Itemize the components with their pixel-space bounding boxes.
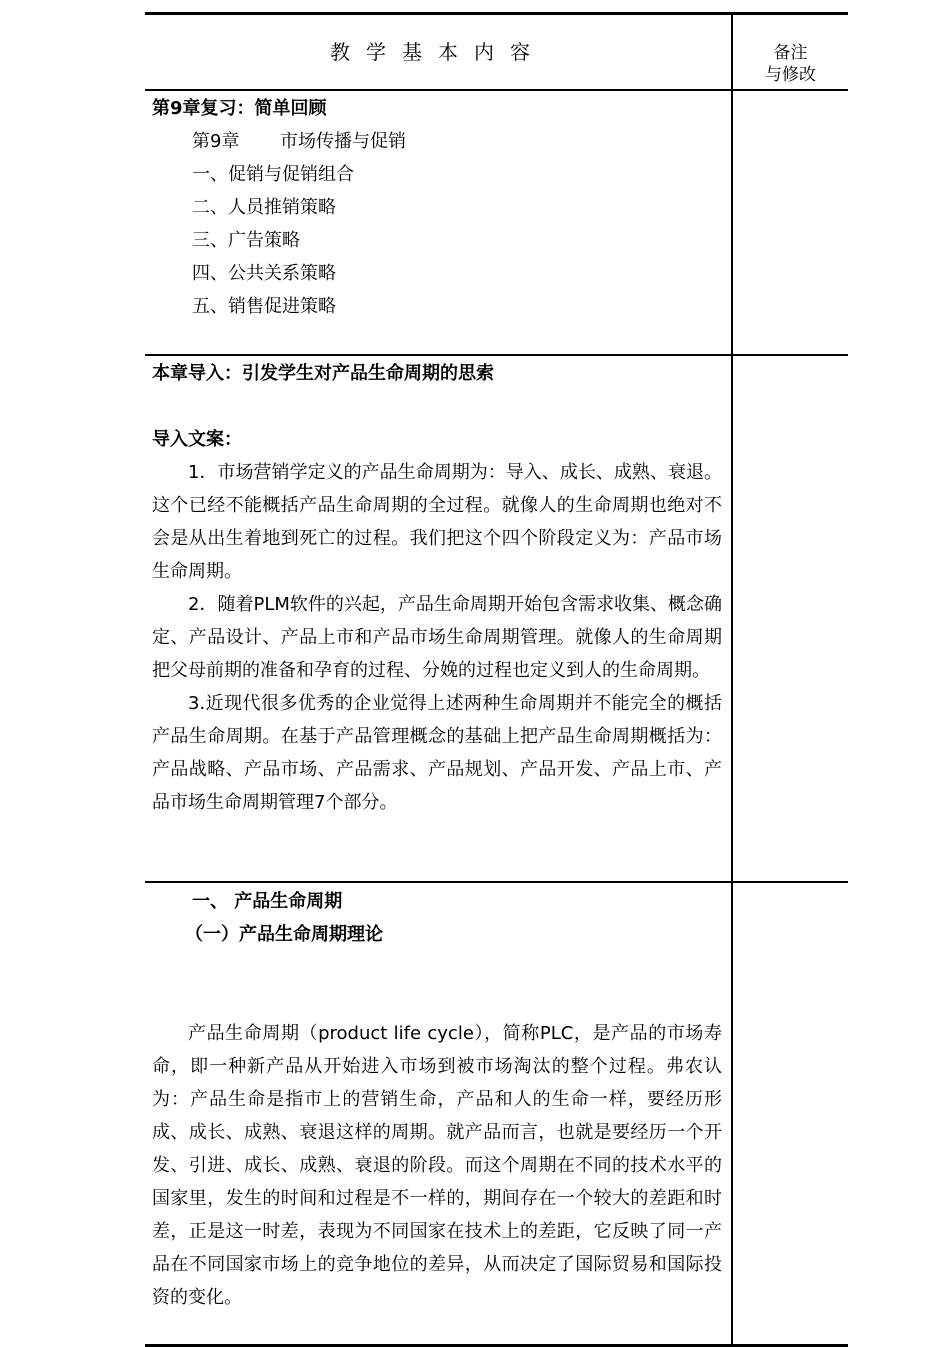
review-heading: 第9章复习：简单回顾 xyxy=(152,98,327,119)
table-header-title: 教学基本内容 xyxy=(330,40,546,64)
review-item: 五、销售促进策略 xyxy=(192,296,336,317)
notes-header-line1: 备注 xyxy=(773,43,808,63)
notes-header-line2: 与修改 xyxy=(765,65,816,85)
column-divider xyxy=(731,12,733,1347)
notes-column-header xyxy=(733,42,848,86)
review-item: 一、促销与促销组合 xyxy=(192,164,354,185)
intro-copy-heading: 导入文案： xyxy=(152,429,242,450)
row-divider-2 xyxy=(145,881,848,883)
intro-paragraph-3: 3.近现代很多优秀的企业觉得上述两种生命周期并不能完全的概括产品生命周期。在基于产品管理概念的基础上把产品生命周期概括为：产品战略、产品市场、产品需求、产品规划、产品开发、产品上市、产品市场生命周期管理7个部分。 xyxy=(152,693,722,813)
chapter-title: 市场传播与促销 xyxy=(280,131,406,152)
intro-paragraphs xyxy=(152,456,722,819)
plc-paragraph: 产品生命周期（product life cycle），简称PLC，是产品的市场寿命，即一种新产品从开始进入市场到被市场淘汰的整个过程。弗农认为：产品生命是指市上的营销生命，产品和人的生命一样，要经历形成、成长、成熟、衰退这样的周期。就产品而言，也就是要经历一个开发、引进、成长、成熟、衰退的阶段。而这个周期在不同的技术水平的国家里，发生的时间和过程是不一样的，期间存在一个较大的差距和时差，正是这一时差，表现为不同国家在技术上的差距，它反映了同一产品在不同国家市场上的竞争地位的差异，从而决定了国际贸易和国际投资的变化。 xyxy=(152,1023,722,1308)
header-divider xyxy=(145,89,848,91)
table-top-border xyxy=(145,12,848,15)
plc-paragraph-block xyxy=(152,1017,722,1314)
intro-paragraph-1: 1．市场营销学定义的产品生命周期为：导入、成长、成熟、衰退。这个已经不能概括产品生命周期的全过程。就像人的生命周期也绝对不会是从出生着地到死亡的过程。我们把这个四个阶段定义为：产品市场生命周期。 xyxy=(152,462,722,582)
review-item: 二、人员推销策略 xyxy=(192,197,336,218)
section-subheading: （一）产品生命周期理论 xyxy=(185,924,383,945)
review-item: 四、公共关系策略 xyxy=(192,263,336,284)
review-item: 三、广告策略 xyxy=(192,230,300,251)
row-divider-1 xyxy=(145,354,848,356)
intro-paragraph-2: 2．随着PLM软件的兴起，产品生命周期开始包含需求收集、概念确定、产品设计、产品上市和产品市场生命周期管理。就像人的生命周期把父母前期的准备和孕育的过程、分娩的过程也定义到人的生命周期。 xyxy=(152,594,722,681)
section-heading: 一、 产品生命周期 xyxy=(192,891,343,912)
intro-heading: 本章导入：引发学生对产品生命周期的思索 xyxy=(152,363,494,384)
chapter-number: 第9章 xyxy=(192,131,240,152)
